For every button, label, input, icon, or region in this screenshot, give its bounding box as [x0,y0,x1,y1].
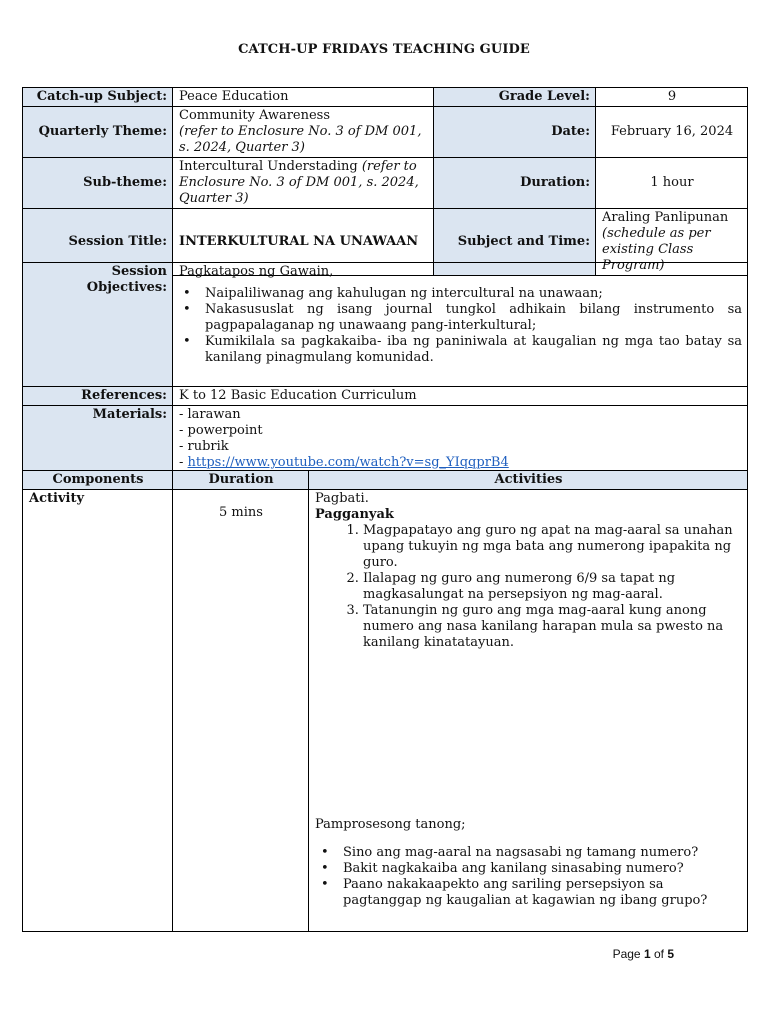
greeting: Pagbati. [315,491,369,506]
session-title-label: Session Title: [23,209,173,276]
components-header: Components [23,471,173,490]
activities-header: Activities [309,471,748,490]
material-link-prefix: - [179,455,188,470]
components-table [22,470,748,932]
processing-questions [315,845,742,909]
objectives-intro: Pagkatapos ng Gawain, [179,264,334,279]
references-label: References: [23,387,173,406]
subject-time-label: Subject and Time: [434,209,596,276]
duration-value: 1 hour [596,158,748,209]
subtheme-cell [173,158,434,209]
page-current: 1 [643,947,651,961]
duration-header: Duration [173,471,309,490]
objective-item: • Nakasususlat ng isang journal tungkol adhikain bilang instrumento sa pagpapalaganap ng unawaang pang-interkultural; [205,302,742,334]
theme-value: Community Awareness [179,108,331,123]
video-link[interactable]: https://www.youtube.com/watch?v=sg_YIqqprB4 [187,455,509,470]
step-item: 1. Magpapatayo ang guro ng apat na mag-aaral sa unahan upang tukuyin ng mga bata ang numerong ipapakita ng guro. [363,523,742,571]
page-number [613,947,674,961]
subject-time-value: Araling Panlipunan [602,210,729,225]
material-item: - rubrik [179,439,229,454]
question-item: • Paano nakakaapekto ang sariling persepsiyon sa pagtanggap ng kaugalian at kagawian ng ibang grupo? [343,877,742,909]
activities-cell [309,490,748,932]
objective-item: • Naipaliliwanag ang kahulugan ng intercultural na unawaan; [205,286,742,302]
motivation-title: Pagganyak [315,507,394,522]
subtheme-label: Sub-theme: [23,158,173,209]
theme-cell [173,107,434,158]
step-item: 3. Tatanungin ng guro ang mga mag-aaral kung anong numero ang nasa kanilang harapan mula sa pwesto na kanilang kinatatayuan. [363,603,742,651]
session-title-value: INTERKULTURAL NA UNAWAAN [173,209,434,276]
subject-label: Catch-up Subject: [23,88,173,107]
page-total: 5 [667,947,674,961]
step-item: 2. Ilalapag ng guro ang numerong 6/9 sa tapat ng magkasalungat na persepsiyon ng mag-aaral. [363,571,742,603]
duration-label: Duration: [434,158,596,209]
page-prefix: Page [612,947,644,961]
motivation-steps [315,523,742,651]
material-item: - larawan [179,407,241,422]
subtheme-value: Intercultural Understading [179,159,358,174]
grade-value: 9 [596,88,748,107]
material-link-row [179,455,742,471]
processing-title: Pamprosesong tanong; [315,817,466,832]
theme-label: Quarterly Theme: [23,107,173,158]
info-table [22,87,748,276]
material-item: - powerpoint [179,423,263,438]
subtheme-reference: (refer to Enclosure No. 3 of DM 001, s. 2024, Quarter 3) [179,159,419,206]
materials-label: Materials: [23,406,173,473]
materials-cell [173,406,748,473]
objectives-cell [173,263,748,387]
activity-label: Activity [23,490,173,932]
references-value: K to 12 Basic Education Curriculum [173,387,748,406]
activity-duration: 5 mins [173,490,309,932]
question-item: • Bakit nagkakaiba ang kanilang sinasabing numero? [343,861,742,877]
grade-label: Grade Level: [434,88,596,107]
objective-item: • Kumikilala sa pagkakaiba- iba ng paniniwala at kaugalian ng mga tao batay sa kanilang pinagmulang komunidad. [205,334,742,366]
objectives-label: Session Objectives: [23,263,173,387]
subject-value: Peace Education [173,88,434,107]
date-label: Date: [434,107,596,158]
objectives-list [179,286,742,366]
date-value: February 16, 2024 [596,107,748,158]
details-table [22,262,748,473]
document-title: CATCH-UP FRIDAYS TEACHING GUIDE [238,42,530,57]
subject-time-note: (schedule as per existing Class Program) [602,226,711,273]
question-item: • Sino ang mag-aaral na nagsasabi ng tamang numero? [343,845,742,861]
theme-reference: (refer to Enclosure No. 3 of DM 001, s. 2024, Quarter 3) [179,124,422,155]
page-of: of [650,947,668,961]
